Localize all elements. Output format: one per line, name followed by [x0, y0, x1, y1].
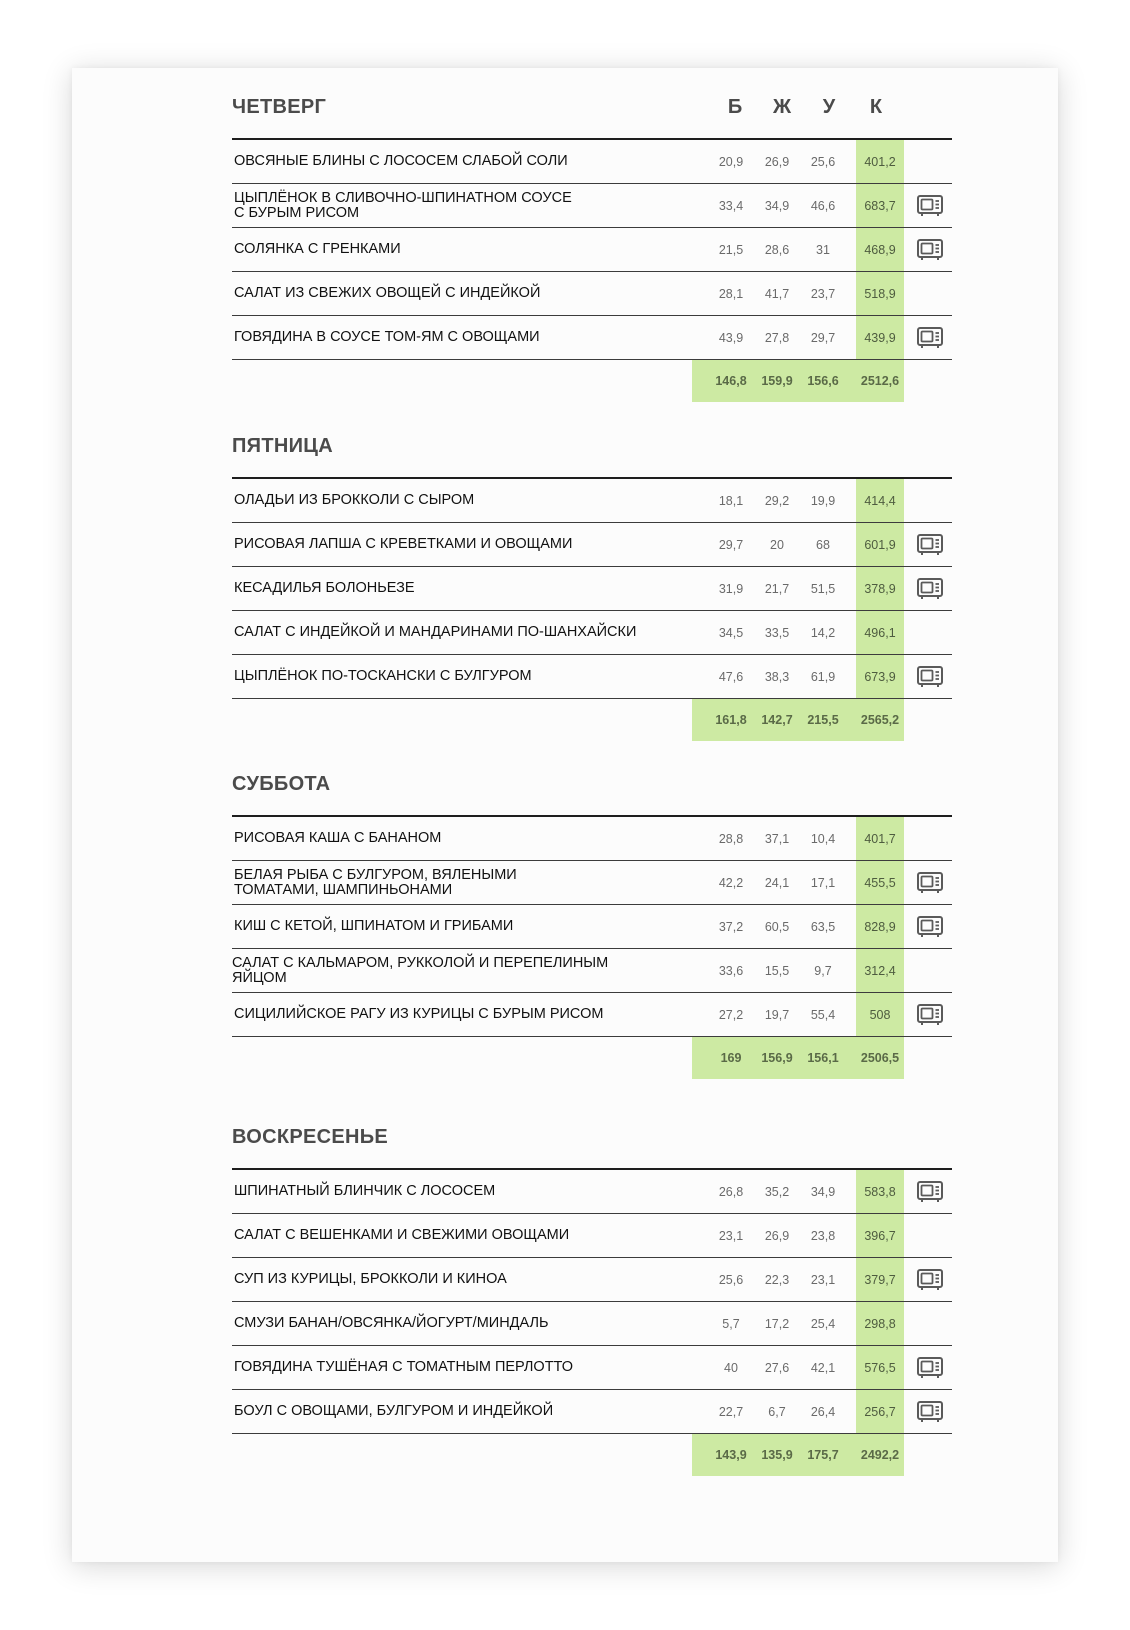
total-carbs: 156,6	[807, 374, 839, 388]
day-section-thursday	[232, 94, 952, 402]
meal-row	[232, 1346, 952, 1390]
meal-row	[232, 479, 952, 523]
kcal-value: 414,4	[856, 479, 904, 522]
meal-name: СИЦИЛИЙСКОЕ РАГУ ИЗ КУРИЦЫ С БУРЫМ РИСОМ	[234, 1006, 604, 1022]
protein-value: 28,1	[718, 286, 744, 301]
meal-name: СУП ИЗ КУРИЦЫ, БРОККОЛИ И КИНОА	[234, 1271, 507, 1287]
meal-row	[232, 1214, 952, 1258]
meal-name: ОВСЯНЫЕ БЛИНЫ С ЛОСОСЕМ СЛАБОЙ СОЛИ	[234, 153, 568, 169]
microwave-icon	[916, 237, 944, 263]
meal-name: КИШ С КЕТОЙ, ШПИНАТОМ И ГРИБАМИ	[234, 918, 514, 934]
kcal-value: 401,2	[856, 140, 904, 183]
total-carbs: 156,1	[807, 1051, 839, 1065]
meal-name: ШПИНАТНЫЙ БЛИНЧИК С ЛОСОСЕМ	[234, 1183, 496, 1199]
kcal-value: 828,9	[856, 905, 904, 948]
fat-value: 17,2	[764, 1316, 790, 1331]
carbs-value: 26,4	[810, 1404, 836, 1419]
carbs-value: 31	[816, 242, 830, 257]
day-title: ВОСКРЕСЕНЬЕ	[232, 1126, 389, 1148]
protein-value: 47,6	[718, 669, 744, 684]
protein-value: 33,6	[718, 963, 744, 978]
meal-row	[232, 611, 952, 655]
fat-value: 60,5	[764, 919, 790, 934]
microwave-icon	[916, 325, 944, 351]
total-carbs: 175,7	[807, 1448, 839, 1462]
total-protein: 161,8	[715, 713, 747, 727]
total-kcal: 2565,2	[860, 713, 900, 727]
meal-row	[232, 272, 952, 316]
carbs-value: 46,6	[810, 198, 836, 213]
meal-row	[232, 655, 952, 699]
kcal-value: 518,9	[856, 272, 904, 315]
carbs-value: 34,9	[810, 1184, 836, 1199]
kcal-value: 396,7	[856, 1214, 904, 1257]
day-header	[232, 771, 952, 817]
meal-row	[232, 905, 952, 949]
meal-name: ОЛАДЬИ ИЗ БРОККОЛИ С СЫРОМ	[234, 492, 475, 508]
meal-name: ГОВЯДИНА ТУШЁНАЯ С ТОМАТНЫМ ПЕРЛОТТО	[234, 1359, 574, 1375]
carbs-value: 14,2	[810, 625, 836, 640]
column-header-kcal: К	[869, 96, 883, 118]
kcal-value: 401,7	[856, 817, 904, 860]
protein-value: 40	[724, 1360, 738, 1375]
meal-row	[232, 523, 952, 567]
meal-name: САЛАТ С КАЛЬМАРОМ, РУККОЛОЙ И ПЕРЕПЕЛИНЫМ ЯЙЦОМ	[232, 954, 609, 986]
fat-value: 22,3	[764, 1272, 790, 1287]
total-kcal: 2512,6	[860, 374, 900, 388]
fat-value: 28,6	[764, 242, 790, 257]
fat-value: 27,8	[764, 330, 790, 345]
totals-row	[232, 1434, 952, 1476]
kcal-value: 378,9	[856, 567, 904, 610]
meal-name: БОУЛ С ОВОЩАМИ, БУЛГУРОМ И ИНДЕЙКОЙ	[234, 1403, 554, 1419]
meal-name: РИСОВАЯ КАША С БАНАНОМ	[234, 830, 442, 846]
day-header	[232, 433, 952, 479]
kcal-value: 496,1	[856, 611, 904, 654]
microwave-icon	[916, 193, 944, 219]
meal-row	[232, 316, 952, 360]
microwave-icon	[916, 1399, 944, 1425]
carbs-value: 25,4	[810, 1316, 836, 1331]
meal-row	[232, 567, 952, 611]
kcal-value: 468,9	[856, 228, 904, 271]
kcal-value: 683,7	[856, 184, 904, 227]
meal-name: САЛАТ С ВЕШЕНКАМИ И СВЕЖИМИ ОВОЩАМИ	[234, 1227, 570, 1243]
kcal-value: 673,9	[856, 655, 904, 698]
totals-row	[232, 699, 952, 741]
carbs-value: 68	[816, 537, 830, 552]
total-protein: 146,8	[715, 374, 747, 388]
microwave-icon	[916, 914, 944, 940]
kcal-value: 298,8	[856, 1302, 904, 1345]
day-section-saturday	[232, 771, 952, 1079]
protein-value: 42,2	[718, 875, 744, 890]
carbs-value: 19,9	[810, 493, 836, 508]
meal-row	[232, 228, 952, 272]
microwave-icon	[916, 532, 944, 558]
kcal-value: 439,9	[856, 316, 904, 359]
protein-value: 25,6	[718, 1272, 744, 1287]
kcal-value: 601,9	[856, 523, 904, 566]
meal-row	[232, 949, 952, 993]
meal-row	[232, 1258, 952, 1302]
meal-row	[232, 993, 952, 1037]
kcal-value: 583,8	[856, 1170, 904, 1213]
protein-value: 5,7	[722, 1316, 740, 1331]
microwave-icon	[916, 870, 944, 896]
fat-value: 19,7	[764, 1007, 790, 1022]
meal-name: БЕЛАЯ РЫБА С БУЛГУРОМ, ВЯЛЕНЫМИ ТОМАТАМИ, ШАМПИНЬОНАМИ	[234, 866, 517, 898]
carbs-value: 9,7	[814, 963, 832, 978]
fat-value: 38,3	[764, 669, 790, 684]
fat-value: 33,5	[764, 625, 790, 640]
kcal-value: 576,5	[856, 1346, 904, 1389]
day-title: ПЯТНИЦА	[232, 435, 333, 457]
microwave-icon	[916, 1355, 944, 1381]
day-title: ЧЕТВЕРГ	[232, 96, 327, 118]
meal-name: КЕСАДИЛЬЯ БОЛОНЬЕЗЕ	[234, 580, 415, 596]
carbs-value: 42,1	[810, 1360, 836, 1375]
meal-row	[232, 861, 952, 905]
carbs-value: 51,5	[810, 581, 836, 596]
meal-row	[232, 1170, 952, 1214]
fat-value: 27,6	[764, 1360, 790, 1375]
protein-value: 21,5	[718, 242, 744, 257]
protein-value: 37,2	[718, 919, 744, 934]
microwave-icon	[916, 1179, 944, 1205]
meal-name: СМУЗИ БАНАН/ОВСЯНКА/ЙОГУРТ/МИНДАЛЬ	[234, 1315, 549, 1331]
carbs-value: 61,9	[810, 669, 836, 684]
microwave-icon	[916, 576, 944, 602]
protein-value: 31,9	[718, 581, 744, 596]
total-protein: 169	[720, 1051, 742, 1065]
fat-value: 41,7	[764, 286, 790, 301]
microwave-icon	[916, 664, 944, 690]
meal-name: РИСОВАЯ ЛАПША С КРЕВЕТКАМИ И ОВОЩАМИ	[234, 536, 573, 552]
day-section-friday	[232, 433, 952, 741]
meal-row	[232, 184, 952, 228]
meal-row	[232, 1390, 952, 1434]
protein-value: 18,1	[718, 493, 744, 508]
fat-value: 21,7	[764, 581, 790, 596]
total-fat: 159,9	[761, 374, 793, 388]
total-protein: 143,9	[715, 1448, 747, 1462]
protein-value: 43,9	[718, 330, 744, 345]
fat-value: 26,9	[764, 1228, 790, 1243]
carbs-value: 23,8	[810, 1228, 836, 1243]
day-section-sunday	[232, 1124, 952, 1476]
total-fat: 156,9	[761, 1051, 793, 1065]
carbs-value: 63,5	[810, 919, 836, 934]
meal-name: СОЛЯНКА С ГРЕНКАМИ	[234, 241, 401, 257]
column-header-protein: Б	[727, 96, 743, 118]
fat-value: 15,5	[764, 963, 790, 978]
kcal-value: 508	[856, 993, 904, 1036]
day-title: СУББОТА	[232, 773, 331, 795]
protein-value: 34,5	[718, 625, 744, 640]
column-header-fat: Ж	[772, 96, 792, 118]
menu-page	[72, 68, 1058, 1562]
carbs-value: 10,4	[810, 831, 836, 846]
meal-name: ГОВЯДИНА В СОУСЕ ТОМ-ЯМ С ОВОЩАМИ	[234, 329, 540, 345]
carbs-value: 29,7	[810, 330, 836, 345]
carbs-value: 25,6	[810, 154, 836, 169]
carbs-value: 55,4	[810, 1007, 836, 1022]
protein-value: 22,7	[718, 1404, 744, 1419]
total-kcal: 2506,5	[860, 1051, 900, 1065]
protein-value: 23,1	[718, 1228, 744, 1243]
fat-value: 37,1	[764, 831, 790, 846]
kcal-value: 312,4	[856, 949, 904, 992]
kcal-value: 455,5	[856, 861, 904, 904]
microwave-icon	[916, 1267, 944, 1293]
day-header	[232, 1124, 952, 1170]
total-fat: 135,9	[761, 1448, 793, 1462]
meal-row	[232, 140, 952, 184]
fat-value: 24,1	[764, 875, 790, 890]
protein-value: 29,7	[718, 537, 744, 552]
meal-name: САЛАТ ИЗ СВЕЖИХ ОВОЩЕЙ С ИНДЕЙКОЙ	[234, 285, 541, 301]
meal-row	[232, 817, 952, 861]
totals-row	[232, 360, 952, 402]
microwave-icon	[916, 1002, 944, 1028]
protein-value: 28,8	[718, 831, 744, 846]
total-fat: 142,7	[761, 713, 793, 727]
carbs-value: 23,1	[810, 1272, 836, 1287]
protein-value: 33,4	[718, 198, 744, 213]
fat-value: 26,9	[764, 154, 790, 169]
day-header	[232, 94, 952, 140]
protein-value: 20,9	[718, 154, 744, 169]
total-kcal: 2492,2	[860, 1448, 900, 1462]
fat-value: 34,9	[764, 198, 790, 213]
carbs-value: 23,7	[810, 286, 836, 301]
meal-name: САЛАТ С ИНДЕЙКОЙ И МАНДАРИНАМИ ПО-ШАНХАЙСКИ	[234, 624, 637, 640]
kcal-value: 379,7	[856, 1258, 904, 1301]
column-header-carbs: У	[822, 96, 836, 118]
fat-value: 20	[770, 537, 784, 552]
meal-name: ЦЫПЛЁНОК В СЛИВОЧНО-ШПИНАТНОМ СОУСЕ С БУРЫМ РИСОМ	[234, 189, 572, 221]
meal-name: ЦЫПЛЁНОК ПО-ТОСКАНСКИ С БУЛГУРОМ	[234, 668, 532, 684]
protein-value: 26,8	[718, 1184, 744, 1199]
fat-value: 29,2	[764, 493, 790, 508]
carbs-value: 17,1	[810, 875, 836, 890]
fat-value: 35,2	[764, 1184, 790, 1199]
totals-row	[232, 1037, 952, 1079]
total-carbs: 215,5	[807, 713, 839, 727]
protein-value: 27,2	[718, 1007, 744, 1022]
fat-value: 6,7	[768, 1404, 786, 1419]
kcal-value: 256,7	[856, 1390, 904, 1433]
meal-row	[232, 1302, 952, 1346]
